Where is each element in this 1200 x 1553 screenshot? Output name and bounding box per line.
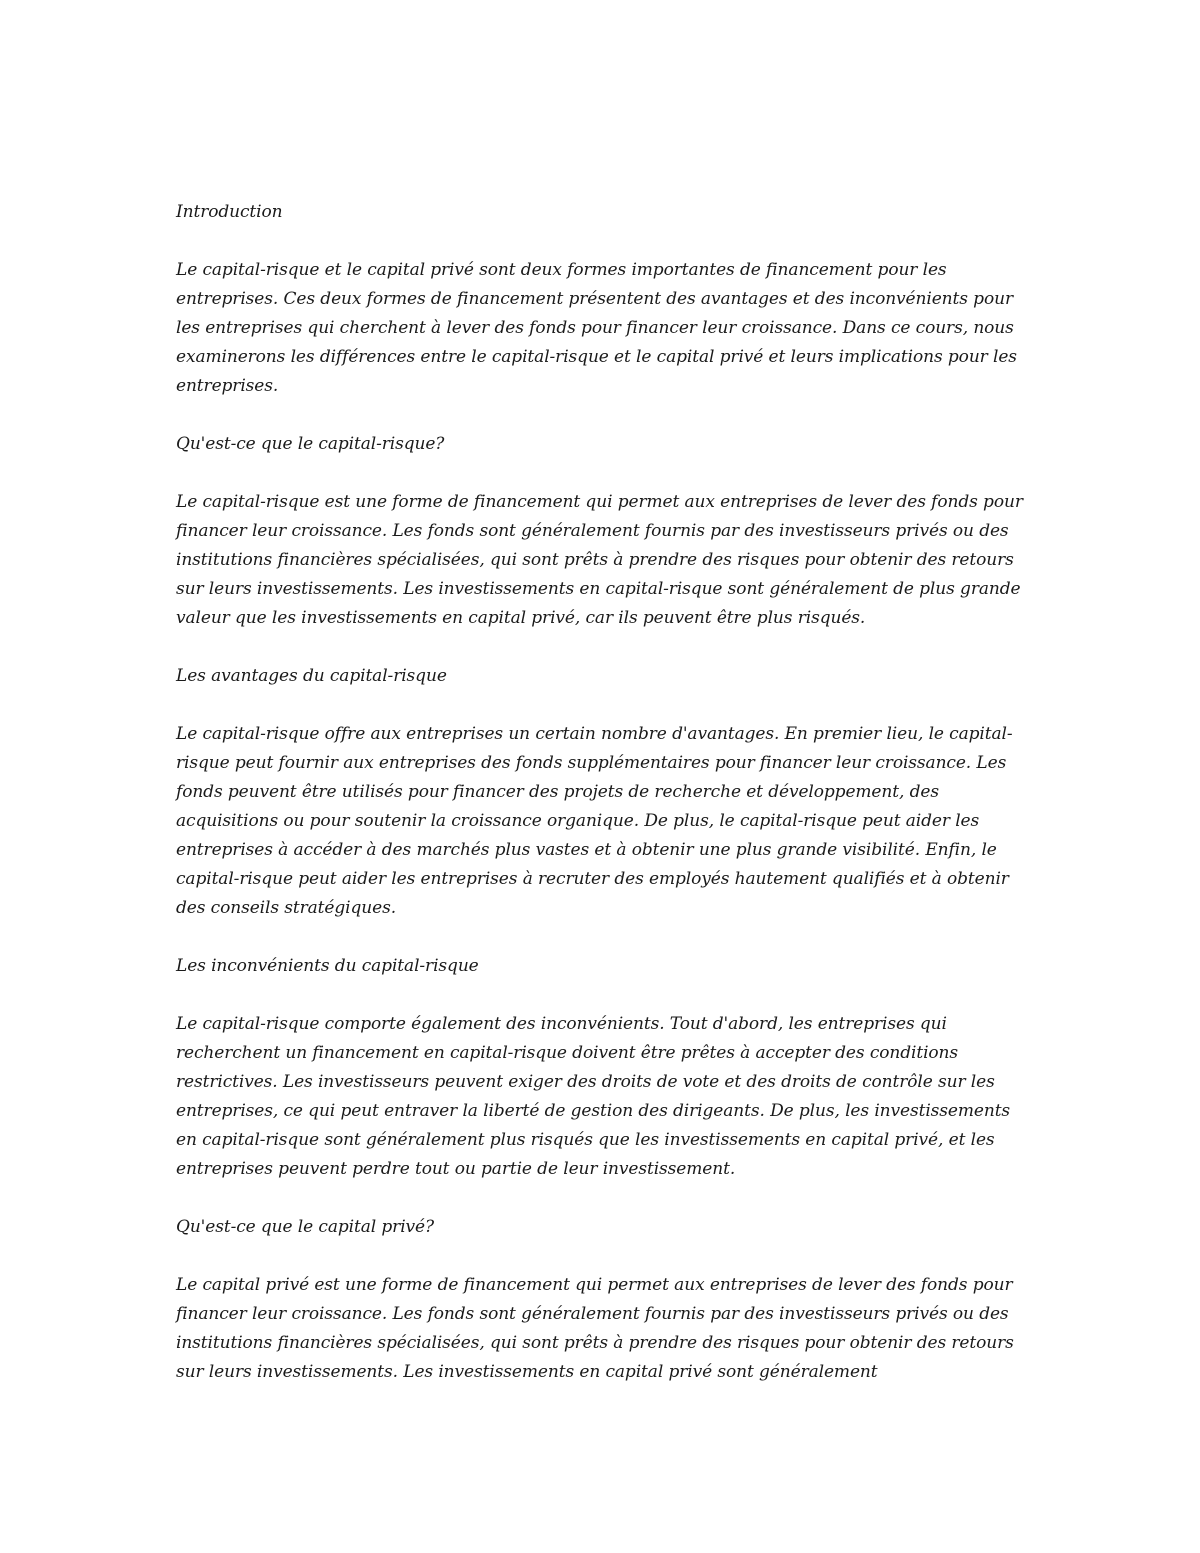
section-heading-avantages: Les avantages du capital-risque (176, 666, 447, 686)
paragraph-capital-risque: Le capital-risque est une forme de financement qui permet aux entreprises de lever des fonds pour financer leur croissance. Les fonds sont généralement fournis par des investisseurs privés ou des institutions financières spécialisées, qui sont prêts à prendre des risques pour obtenir des retours sur leurs investissements. Les investissements en capital-risque sont généralement de plus grande valeur que les investissements en capital privé, car ils peuvent être plus risqués. (176, 492, 1023, 628)
section-heading-capital-prive: Qu'est-ce que le capital privé? (176, 1217, 435, 1237)
section-heading-introduction: Introduction (176, 202, 283, 222)
paragraph-avantages: Le capital-risque offre aux entreprises un certain nombre d'avantages. En premier lieu, le capital-risque peut fournir aux entreprises des fonds supplémentaires pour financer leur croissance. Les fonds peuvent être utilisés pour financer des projets de recherche et développement, des acquisitions ou pour soutenir la croissance organique. De plus, le capital-risque peut aider les entreprises à accéder à des marchés plus vastes et à obtenir une plus grande visibilité. Enfin, le capital-risque peut aider les entreprises à recruter des employés hautement qualifiés et à obtenir des conseils stratégiques. (176, 724, 1013, 918)
paragraph-inconvenients: Le capital-risque comporte également des inconvénients. Tout d'abord, les entreprises qui recherchent un financement en capital-risque doivent être prêtes à accepter des conditions restrictives. Les investisseurs peuvent exiger des droits de vote et des droits de contrôle sur les entreprises, ce qui peut entraver la liberté de gestion des dirigeants. De plus, les investissements en capital-risque sont généralement plus risqués que les investissements en capital privé, et les entreprises peuvent perdre tout ou partie de leur investissement. (176, 1014, 1011, 1179)
paragraph-capital-prive: Le capital privé est une forme de financement qui permet aux entreprises de lever des fonds pour financer leur croissance. Les fonds sont généralement fournis par des investisseurs privés ou des institutions financières spécialisées, qui sont prêts à prendre des risques pour obtenir des retours sur leurs investissements. Les investissements en capital privé sont généralement (176, 1275, 1014, 1382)
section-heading-capital-risque: Qu'est-ce que le capital-risque? (176, 434, 445, 454)
paragraph-introduction: Le capital-risque et le capital privé sont deux formes importantes de financement pour les entreprises. Ces deux formes de financement présentent des avantages et des inconvénients pour les entreprises qui cherchent à lever des fonds pour financer leur croissance. Dans ce cours, nous examinerons les différences entre le capital-risque et le capital privé et leurs implications pour les entreprises. (176, 260, 1017, 396)
document-body (176, 198, 1026, 1416)
section-heading-inconvenients: Les inconvénients du capital-risque (176, 956, 479, 976)
